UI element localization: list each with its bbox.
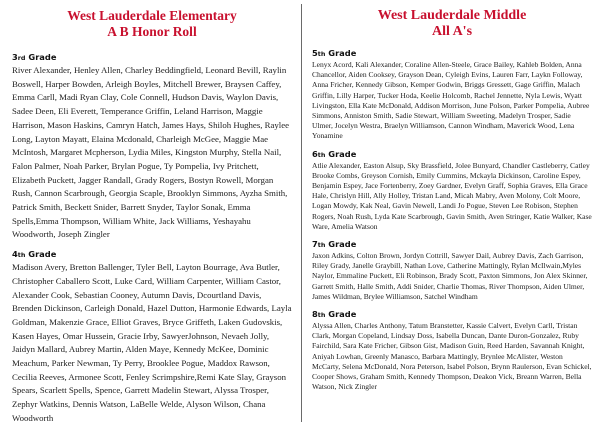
middle-school-title: West Lauderdale Middle	[377, 8, 527, 23]
grade-3-word: Grade	[28, 52, 57, 62]
grade-8-word: Grade	[328, 309, 357, 320]
grade-6-word: Grade	[328, 148, 357, 159]
grade-5-suffix: th	[317, 50, 326, 58]
grade-3-names: River Alexander, Henley Allen, Charley Beddingfield, Leonard Bevill, Raylin Boswell, Harper Bowden, Arleigh Boyles, Mitchell Brewer, Braysen Caffey, Emma Carll, Madi Ryan Clay, Cole Connell, Hudson Davis, Waylon Davis, Sadee Deen, Eli Everett, Temperance Griffin, Leland Harrison, Maggie Harrison, Mason Haskins, Camryn Hatch, James Hays, Shiloh Hughes, Raylee Long, Layton Mayatt, Elaina Mcdonald, Charleigh McGee, Maggie Mae McIntosh, Margaret Mcpherson, Lydia Miles, Kingston Murphy, Stella Nail, Falon Palmer, Noah Parker, Brylan Pogue, Ty Pompelia, Ivy Pritchett, Elizabeth Puckett, Jagger Randall, Grady Rogers, Bostyn Rowell, Morgan Rush, Cannon Scarbrough, Georgia Scaple, Brooklyn Simmons, Ayzha Smith, Patrick Smith, Beckett Snider, Barrett Snyder, Taylor Sonak, Emma Spells,Emma Thompson, William White, Jack Williams, Yeshayahu Woodworth, Joseph Zingler	[12, 65, 290, 240]
grade-5-heading	[312, 48, 592, 60]
middle-header	[312, 8, 592, 40]
grade-6-suffix: th	[317, 150, 326, 159]
grade-4-heading	[12, 249, 292, 261]
grade-3-suffix: rd	[17, 54, 26, 62]
grade-7-suffix: th	[317, 241, 326, 250]
grade-8-section	[312, 309, 592, 392]
grade-3-heading	[12, 52, 292, 64]
grade-4-names: Madison Avery, Bretton Ballenger, Tyler Bell, Layton Bourrage, Ava Butler, Christopher Caballero Scott, Luke Card, William Carpenter, William Castor, Alexander Cook, Sebastian Cooney, Autumn Davis, Dcourtland Davis, Brenden Dickinson, Carleigh Donald, Hazel Dutton, Harmonie Edwards, Layla Goldman, Makenzie Grace, Elliot Graves, Bryce Griffeth, Laken Gudovskis, Kasen Hayes, Omar Hussein, Gracie Irby, SawyerJohnson, Nevaeh Jolly, Jaidyn Mallard, Aubrey Martin, Alden Maye, Kennedy McKee, Dominic Meachum, Parker Newman, Ty Perry, Brooklee Pogue, Maddox Rawson, Cecilia Reeves, Armonee Scott, Fenley Scrimpshire,Remi Kate Slay, Grayson Spears, Scarlett Spells, Spence, Garrett Madelin Stewart, Alyssa Trosper, Zephyr Watkins, Dennis Watson, LaBelle Welde, Alyson Wilson, Chana Woodworth	[12, 262, 292, 423]
grade-7-names: Jaxon Adkins, Colton Brown, Jordyn Cottrill, Sawyer Dail, Aubrey Davis, Zach Garrison, Riley Grady, Janelle Graybill, Nathan Love, Catherine Mattingly, Rylan McIlwain,Myles Naylor, Emmaline Puckett, Eli Robinson, Brady Scott, Paxton Simmons, Jon Alex Skinner, Garrett Smith, Halle Smith, Addi Snider, Charlie Thomas, River Thompson, Aiden Ulmer, James Wildman, Brylee Williamson, Satchel Windham	[312, 251, 588, 301]
grade-8-names: Alyssa Allen, Charles Anthony, Tatum Branstetter, Kassie Calvert, Evelyn Carll, Tristan Clark, Morgan Copeland, Lindsay Doss, Isabella Duncan, Dante Duron-Gonzalez, Ruby Fairchild, Sara Kate Fricher, Gibson Gist, Madison Guin, Reed Harden, Savannah Knight, Aniyah Lowhan, Greenly Manasco, Barbara Mattingly, Brynlee McAlister, Weston McCarty, Selena McDonald, Nora Peterson, Isabel Polson, Brynn Raulerson, Evan Schickel, Cooper Shows, Graham Smith, Kennedy Thompson, Deakon Vick, Breann Warren, Bella Watson, Nick Zingler	[312, 321, 592, 392]
grade-6-section	[312, 149, 592, 232]
grade-8-number: 8	[312, 309, 318, 320]
middle-column	[304, 0, 600, 424]
grade-6-number: 6	[312, 148, 318, 159]
grade-4-word: Grade	[28, 249, 57, 260]
grade-3-section	[12, 52, 292, 242]
grade-7-number: 7	[312, 239, 318, 250]
grade-7-word: Grade	[328, 239, 357, 250]
middle-honor-title: All A's	[431, 24, 473, 39]
grade-5-number: 5	[312, 48, 318, 58]
grade-7-section	[312, 239, 592, 302]
grade-8-heading	[312, 309, 592, 321]
grade-3-number: 3	[12, 52, 18, 62]
grade-6-names: Atlie Alexander, Easton Alsup, Sky Brassfield, Jolee Bunyard, Chandler Castleberry, Catley Brooke Combs, Greyson Cornish, Emily Cummins, Mckayla Dickinson, Caroline Espey, Benjamin Espey, Jace Fortenberry, Zoey Gardner, Evelyn Graff, Sophia Graves, Ella Grace Hale, Chrislyn Hill, Ally Holley, Tristan Land, Micah Mabry, Aven Molony, Colt Moore, Logan Mowdy, Kak Neal, Gavin Newell, Landi Jo Pogue, Steven Lee Robison, Stephen Rogers, Noah Rush, Lyda Kate Scarbrough, Gavin Smith, Aven Stringer, Katie Walker, Kase Ware, Amelia Watson	[312, 160, 592, 231]
grade-4-section	[12, 249, 292, 424]
elementary-header	[12, 8, 292, 40]
elementary-school-title: West Lauderdale Elementary	[67, 8, 237, 23]
grade-5-section	[312, 48, 592, 142]
grade-5-word: Grade	[328, 48, 357, 58]
grade-4-number: 4	[12, 249, 18, 260]
grade-6-heading	[312, 149, 592, 161]
grade-7-heading	[312, 239, 592, 251]
column-divider	[301, 4, 302, 422]
grade-4-suffix: th	[17, 251, 26, 260]
elementary-honor-title: A B Honor Roll	[107, 24, 197, 39]
grade-8-suffix: th	[317, 311, 326, 320]
grade-5-names: Lenyx Acord, Kali Alexander, Coraline Allen-Steele, Grace Bailey, Kahleb Bolden, Anna Chancellor, Aiden Cooksey, Grayson Dean, Cyleigh Evins, Lauren Farr, Laykn Followay, Anna Fricher, Kennedy Gibson, Kemper Godwin, Briggs Gressett, Gage Griffin, Malach Griffin, Lilly Harper, Tucker Hoda, Keelie Holcomb, Rachel Jennette, Nyla Lewis, Wyatt Livingston, Ella Kate McDonald, Addison Morrison, June Polson, Parker Pompelia, Aubree Simmons, Anniston Smith, Sadie Stewart, William Sweeting, Madelyn Trosper, Sadie Ulmer, Jocelyn Westra, Braelyn Williamson, Cannon Windham, Maverick Wood, Lena Yonamine	[312, 60, 590, 141]
